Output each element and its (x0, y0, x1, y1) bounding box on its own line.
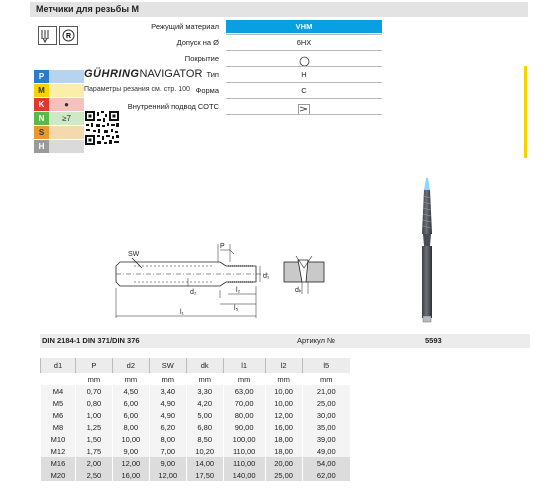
table-cell: 8,00 (112, 421, 149, 433)
property-label-coolant: Внутренний подвод СОТС (127, 102, 219, 111)
article-label: Артикул № (297, 336, 336, 345)
material-bar-k: ● (49, 98, 84, 111)
unit-cell: mm (75, 373, 112, 385)
table-cell: 18,00 (265, 445, 302, 457)
property-label-tolerance: Допуск на Ø (176, 38, 219, 47)
unit-cell: mm (265, 373, 302, 385)
brand-name: GÜHRING (84, 68, 140, 80)
label-l1: l₁ (180, 309, 184, 316)
external-coolant-icon (298, 102, 310, 120)
property-value-material: VHM (226, 20, 382, 33)
table-cell: 1,75 (75, 445, 112, 457)
table-cell: 20,00 (265, 457, 302, 469)
unit-cell (41, 373, 76, 385)
material-letter-s: S (34, 126, 49, 139)
property-separator (226, 66, 382, 67)
table-cell: 21,00 (302, 385, 350, 397)
table-cell: 70,00 (223, 397, 265, 409)
tap-technical-drawing (108, 238, 330, 326)
table-cell: 16,00 (265, 421, 302, 433)
table-header-row (41, 358, 351, 373)
table-cell: 7,00 (149, 445, 186, 457)
table-row (41, 469, 351, 481)
table-cell: 17,50 (186, 469, 223, 481)
property-value-tolerance: 6HX (296, 38, 312, 47)
table-cell: 110,00 (223, 445, 265, 457)
table-cell: M20 (41, 469, 76, 481)
table-cell: 9,00 (149, 457, 186, 469)
table-cell: 4,50 (112, 385, 149, 397)
table-cell: 10,00 (265, 397, 302, 409)
table-row (41, 385, 351, 397)
table-row (41, 421, 351, 433)
label-p: P (220, 243, 225, 250)
property-separator (226, 34, 382, 35)
unit-cell: mm (223, 373, 265, 385)
material-letter-m: M (34, 84, 49, 97)
table-cell: 6,80 (186, 421, 223, 433)
table-cell: 4,20 (186, 397, 223, 409)
table-cell: 140,00 (223, 469, 265, 481)
table-cell: 3,30 (186, 385, 223, 397)
table-cell: 49,00 (302, 445, 350, 457)
table-cell: M16 (41, 457, 76, 469)
table-cell: 0,70 (75, 385, 112, 397)
material-letter-n: N (34, 112, 49, 125)
table-cell: 6,00 (112, 397, 149, 409)
table-cell: 6,00 (112, 409, 149, 421)
spec-table-wrapper (40, 358, 350, 481)
page-title: Метчики для резьбы М (30, 2, 528, 17)
table-cell: 16,00 (112, 469, 149, 481)
property-label-type: Тип (206, 70, 219, 79)
table-cell: 5,00 (186, 409, 223, 421)
unit-cell: mm (302, 373, 350, 385)
article-number: 5593 (425, 336, 442, 345)
material-bar-h (49, 140, 84, 153)
table-cell: 18,00 (265, 433, 302, 445)
table-cell: M12 (41, 445, 76, 457)
label-l2: l₂ (236, 287, 241, 294)
table-cell: 2,50 (75, 469, 112, 481)
table-cell: M8 (41, 421, 76, 433)
label-dk: dₖ (295, 287, 302, 294)
table-cell: 100,00 (223, 433, 265, 445)
table-cell: 30,00 (302, 409, 350, 421)
table-cell: 35,00 (302, 421, 350, 433)
product-name: NAVIGATOR (139, 68, 203, 80)
table-cell: 10,00 (112, 433, 149, 445)
table-cell: 4,90 (149, 397, 186, 409)
table-cell: 12,00 (112, 457, 149, 469)
table-cell: 62,00 (302, 469, 350, 481)
material-letter-k: K (34, 98, 49, 111)
column-header: l2 (265, 358, 302, 373)
property-separator (226, 50, 382, 51)
table-cell: 8,00 (149, 433, 186, 445)
page-edge-marker (524, 66, 527, 158)
table-cell: 80,00 (223, 409, 265, 421)
table-row (41, 397, 351, 409)
table-cell: M10 (41, 433, 76, 445)
table-cell: 1,25 (75, 421, 112, 433)
material-bar-n: ≥7 (49, 112, 84, 125)
table-cell: 1,50 (75, 433, 112, 445)
table-row (41, 433, 351, 445)
column-header: dk (186, 358, 223, 373)
property-separator (226, 82, 382, 83)
table-row (41, 457, 351, 469)
table-cell: 2,00 (75, 457, 112, 469)
property-separator (226, 98, 382, 99)
svg-text:R: R (65, 33, 72, 40)
property-label-material: Режущий материал (151, 22, 219, 31)
property-value-form: C (301, 86, 307, 95)
column-header: d2 (112, 358, 149, 373)
cutting-data-note: Параметры резания см. стр. 100 (84, 86, 190, 93)
unit-cell: mm (112, 373, 149, 385)
column-header: l5 (302, 358, 350, 373)
table-cell: 25,00 (265, 469, 302, 481)
spec-table (40, 358, 350, 481)
table-cell: 10,20 (186, 445, 223, 457)
table-cell: 0,80 (75, 397, 112, 409)
property-separator (226, 114, 382, 115)
standards-bar (40, 334, 530, 348)
table-cell: M6 (41, 409, 76, 421)
table-cell: 4,90 (149, 409, 186, 421)
table-cell: 110,00 (223, 457, 265, 469)
table-cell: 9,00 (112, 445, 149, 457)
label-l5: l₅ (234, 305, 239, 312)
material-letter-p: P (34, 70, 49, 83)
table-units-row (41, 373, 351, 385)
table-cell: 8,50 (186, 433, 223, 445)
table-cell: 12,00 (265, 409, 302, 421)
table-cell: M4 (41, 385, 76, 397)
table-cell: 6,20 (149, 421, 186, 433)
table-cell: M5 (41, 397, 76, 409)
table-cell: 14,00 (186, 457, 223, 469)
label-d1: d₁ (263, 273, 270, 280)
table-cell: 63,00 (223, 385, 265, 397)
table-cell: 10,00 (265, 385, 302, 397)
table-cell: 1,00 (75, 409, 112, 421)
column-header: P (75, 358, 112, 373)
property-label-form: Форма (195, 86, 219, 95)
material-letter-h: H (34, 140, 49, 153)
table-cell: 39,00 (302, 433, 350, 445)
column-header: l1 (223, 358, 265, 373)
unit-cell: mm (149, 373, 186, 385)
property-value-type: H (301, 70, 307, 79)
table-row (41, 445, 351, 457)
column-header: SW (149, 358, 186, 373)
table-cell: 12,00 (149, 469, 186, 481)
table-cell: 90,00 (223, 421, 265, 433)
table-cell: 54,00 (302, 457, 350, 469)
table-cell: 25,00 (302, 397, 350, 409)
material-bar-s (49, 126, 84, 139)
unit-cell: mm (186, 373, 223, 385)
din-standards: DIN 2184-1 DIN 371/DIN 376 (42, 336, 140, 345)
column-header: d1 (41, 358, 76, 373)
tap-product-image (412, 176, 442, 326)
label-d2: d₂ (190, 289, 197, 296)
table-cell: 3,40 (149, 385, 186, 397)
property-label-coating: Покрытие (184, 54, 219, 63)
table-row (41, 409, 351, 421)
qr-code (84, 110, 120, 146)
label-sw: SW (128, 251, 140, 258)
